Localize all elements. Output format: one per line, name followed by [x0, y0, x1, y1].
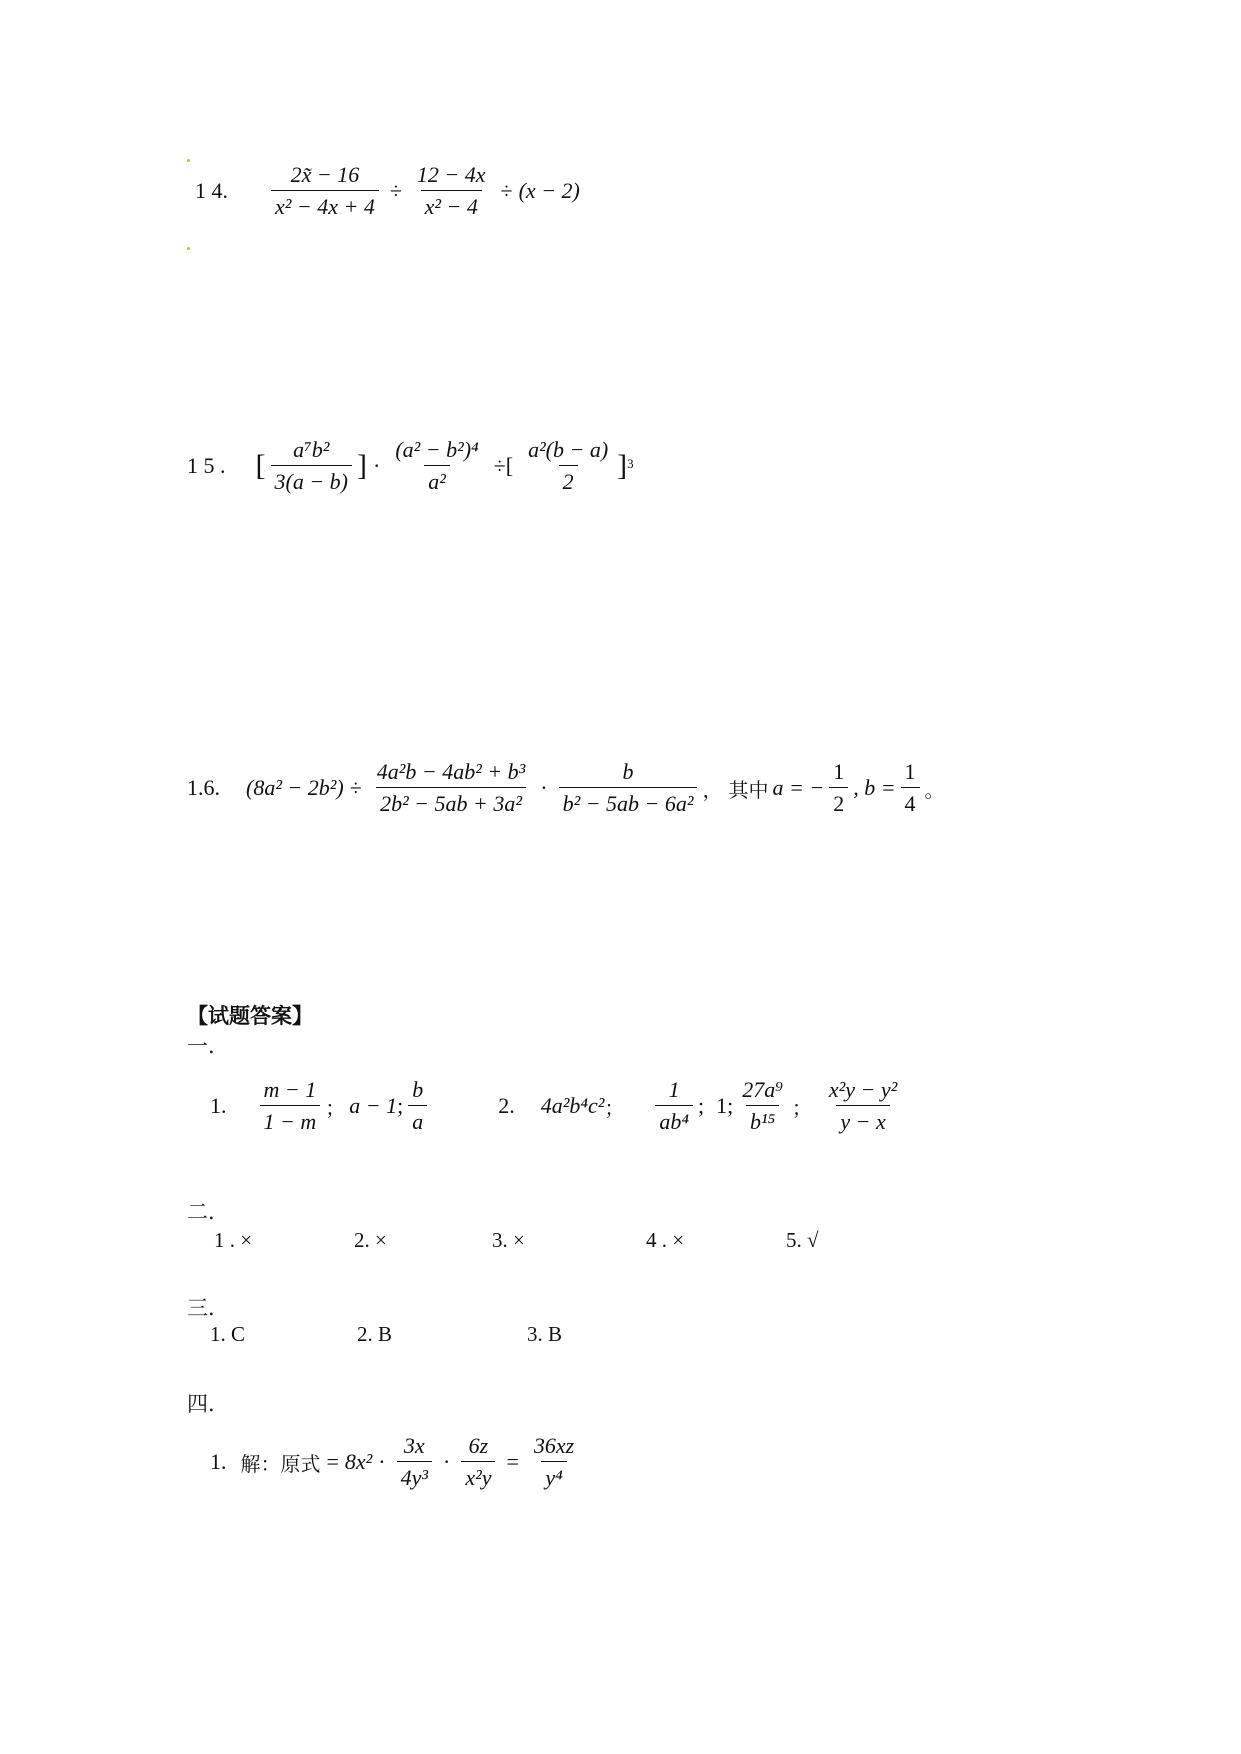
marker-dot [187, 247, 190, 250]
denominator: x² − 4 [421, 190, 482, 219]
fraction [373, 760, 529, 816]
denominator: x² − 4x + 4 [271, 190, 379, 219]
numerator: b [622, 759, 634, 784]
numerator: b [412, 1077, 424, 1102]
fraction [408, 1078, 427, 1134]
fraction [825, 1078, 901, 1134]
answer-row [210, 1322, 562, 1347]
denominator: b² − 5ab − 6a² [559, 787, 698, 816]
problem-label: 1 4. [195, 178, 228, 204]
item-label: 1. [210, 1093, 227, 1119]
expression: a − 1 [349, 1093, 398, 1119]
fraction [530, 1434, 578, 1490]
numerator: 12 − 4x [416, 162, 486, 187]
divide-bracket: ÷[ [493, 453, 514, 479]
denominator: 4 [901, 787, 920, 816]
expression: 1 [716, 1093, 728, 1119]
denominator: a [408, 1105, 427, 1134]
condition-b: , b = [853, 775, 896, 801]
item-label: 1. [210, 1449, 227, 1475]
denominator: 2 [829, 787, 848, 816]
bracket-close: ] [357, 449, 367, 483]
multiply-dot: · [540, 775, 548, 801]
denominator: 2 [559, 465, 578, 494]
fraction [738, 1078, 787, 1134]
numerator: (a² − b²)⁴ [395, 437, 479, 462]
answer-item: 1. C [210, 1322, 246, 1346]
divide-sign: ÷ [349, 775, 362, 801]
divide-sign: ÷ [389, 178, 402, 204]
separator: ； [325, 1095, 346, 1120]
denominator: y⁴ [541, 1461, 566, 1490]
separator: ; [397, 1093, 404, 1119]
fraction [829, 760, 848, 816]
marker-dot [187, 159, 190, 162]
answer-row [214, 1228, 819, 1253]
period: 。 [924, 777, 945, 802]
section-label: 三. [187, 1296, 215, 1320]
answer-item: 1 . × [214, 1228, 253, 1252]
denominator: 1 − m [260, 1105, 321, 1134]
expression: (x − 2) [518, 178, 580, 204]
answer-item: 3. B [527, 1322, 563, 1346]
answer-row [210, 1434, 583, 1490]
exponent: 3 [627, 456, 634, 472]
problem-16 [187, 760, 945, 816]
fraction [271, 438, 353, 494]
denominator: a² [424, 465, 450, 494]
numerator: 1 [668, 1077, 680, 1102]
fraction [524, 438, 612, 494]
item-label: 2. [498, 1093, 515, 1119]
problem-label: 1.6. [187, 775, 220, 801]
fraction [271, 163, 379, 219]
numerator: 4a²b − 4ab² + b³ [376, 759, 526, 784]
numerator: a⁷b² [293, 437, 330, 462]
condition-a: a = − [772, 775, 825, 801]
section-label: 四. [187, 1392, 215, 1416]
numerator: 1 [904, 759, 916, 784]
answer-row [210, 1078, 906, 1134]
expression: (8a² − 2b²) [246, 775, 344, 801]
multiply-dot: · [373, 453, 381, 479]
denominator: ab⁴ [655, 1105, 693, 1134]
condition-text: 其中 [728, 777, 769, 802]
answer-item: 2. B [357, 1322, 393, 1346]
denominator: y − x [836, 1105, 889, 1134]
expression: 4a²b⁴c² [540, 1093, 605, 1119]
fraction [901, 760, 920, 816]
answer-item: 4 . × [646, 1228, 685, 1252]
numerator: 2x̃ − 16 [290, 162, 360, 187]
numerator: m − 1 [263, 1077, 317, 1102]
fraction [397, 1434, 432, 1490]
multiply-dot: · [378, 1449, 386, 1475]
expression: 8x² [344, 1449, 373, 1475]
numerator: 27a⁹ [742, 1077, 783, 1102]
bracket-close: ] [617, 449, 628, 483]
divide-sign: ÷ [500, 178, 513, 204]
fraction [413, 163, 490, 219]
multiply-dot: · [443, 1449, 451, 1475]
fraction [391, 438, 482, 494]
numerator: x²y − y² [828, 1077, 898, 1102]
answer-item: 2. × [354, 1228, 387, 1252]
comma: ， [702, 777, 723, 802]
denominator: 4y³ [397, 1461, 432, 1490]
denominator: x²y [461, 1461, 495, 1490]
separator: ； [791, 1095, 812, 1120]
numerator: 36xz [533, 1433, 575, 1458]
section-label: 二. [187, 1200, 215, 1224]
fraction [655, 1078, 693, 1134]
equals-sign: = [326, 1449, 339, 1475]
section-label: 一. [187, 1034, 215, 1058]
equals-sign: = [506, 1449, 519, 1475]
fraction [461, 1434, 495, 1490]
denominator: 3(a − b) [271, 465, 353, 494]
separator: ； [604, 1095, 625, 1120]
problem-14 [195, 163, 580, 219]
denominator: b¹⁵ [746, 1105, 779, 1134]
answers-heading: 【试题答案】 [187, 1004, 313, 1028]
denominator: 2b² − 5ab + 3a² [376, 787, 526, 816]
problem-label: 1 5 . [187, 453, 226, 479]
solution-text: 解：原式 [240, 1451, 321, 1476]
numerator: 6z [468, 1433, 489, 1458]
answer-item: 5. √ [786, 1228, 819, 1252]
bracket-open: [ [255, 449, 266, 483]
problem-15 [187, 438, 634, 494]
fraction [559, 760, 698, 816]
numerator: 1 [833, 759, 845, 784]
separator: ; [727, 1093, 734, 1119]
answer-item: 3. × [492, 1228, 525, 1252]
numerator: a²(b − a) [528, 437, 609, 462]
separator: ; [697, 1093, 705, 1119]
fraction [260, 1078, 321, 1134]
numerator: 3x [403, 1433, 425, 1458]
